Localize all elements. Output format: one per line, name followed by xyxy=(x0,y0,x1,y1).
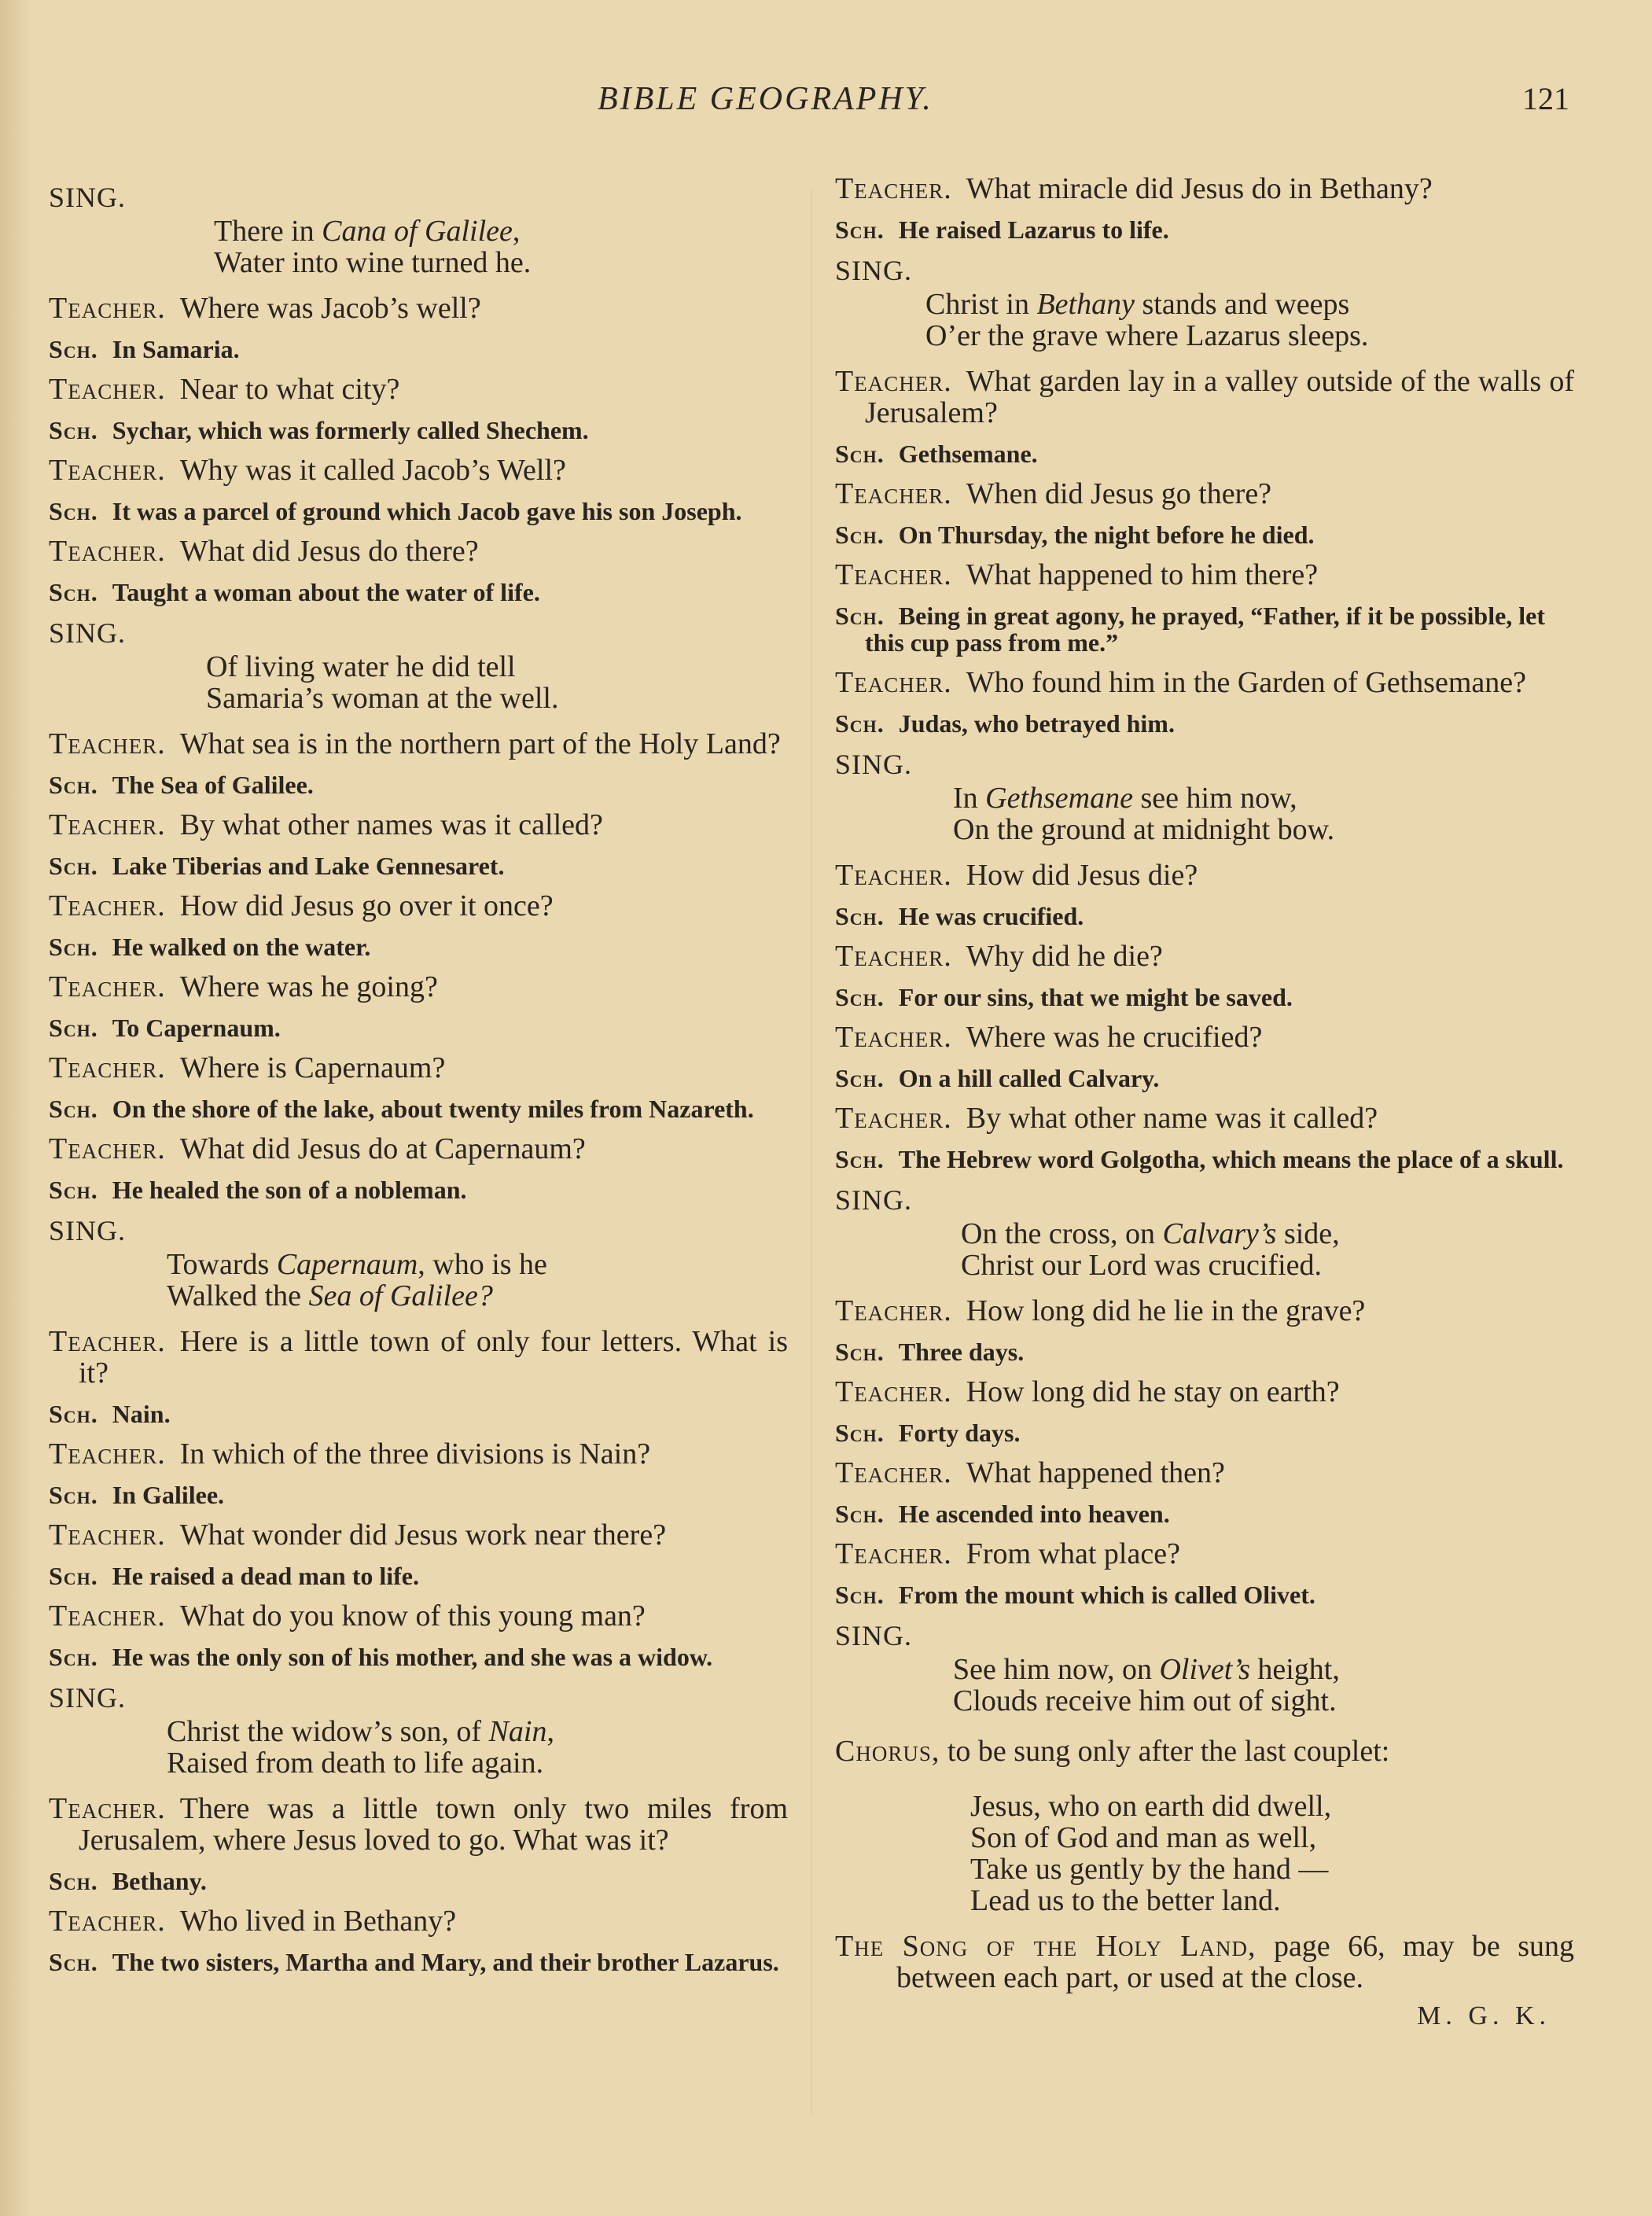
scholar-answer xyxy=(49,498,788,525)
place-name: Bethany xyxy=(1036,288,1135,321)
answer-text: Lake Tiberias and Lake Gennesaret. xyxy=(112,852,505,880)
teacher-label: Teacher. xyxy=(49,373,166,406)
scholar-label: Sch. xyxy=(49,416,98,444)
teacher-label: Teacher. xyxy=(835,172,952,205)
scholar-answer xyxy=(835,440,1574,467)
place-name: Nain xyxy=(488,1715,547,1748)
teacher-label: Teacher. xyxy=(49,1599,166,1633)
scholar-answer xyxy=(835,1581,1574,1608)
question-text: There was a little town only two miles from Jerusalem, where Jesus loved to go. What was it? xyxy=(79,1792,788,1857)
chorus-line: Take us gently by the hand — xyxy=(970,1853,1329,1886)
scholar-answer xyxy=(835,602,1574,656)
verse-text: There in xyxy=(214,215,322,248)
teacher-question xyxy=(49,1793,788,1856)
scholar-answer xyxy=(835,1500,1574,1527)
song-title: The Song of the Holy Land, xyxy=(835,1930,1256,1963)
sing-verse xyxy=(835,289,1574,352)
verse-text: Of living water he did tell xyxy=(206,650,516,683)
question-text: What happened to him there? xyxy=(966,558,1319,591)
question-text: What did Jesus do at Capernaum? xyxy=(179,1132,586,1165)
scholar-answer xyxy=(49,1868,788,1894)
verse-line xyxy=(214,247,788,278)
teacher-question xyxy=(49,1052,788,1084)
teacher-question xyxy=(49,1133,788,1165)
scholar-label: Sch. xyxy=(835,709,885,738)
verse-text: stands and weeps xyxy=(1134,288,1350,321)
answer-text: Gethsemane. xyxy=(898,440,1038,468)
answer-text: Nain. xyxy=(112,1400,171,1428)
verse-line xyxy=(953,814,1574,845)
answer-text: Taught a woman about the water of life. xyxy=(112,578,540,606)
scholar-answer xyxy=(49,852,788,879)
answer-text: From the mount which is called Olivet. xyxy=(898,1581,1315,1609)
teacher-label: Teacher. xyxy=(49,1325,166,1358)
place-name: Capernaum xyxy=(276,1248,418,1281)
question-text: What wonder did Jesus work near there? xyxy=(179,1518,667,1552)
teacher-question xyxy=(49,1600,788,1632)
teacher-label: Teacher. xyxy=(49,727,166,760)
scholar-label: Sch. xyxy=(835,1338,885,1366)
question-text: How did Jesus die? xyxy=(966,859,1198,892)
teacher-question xyxy=(49,293,788,324)
scholar-answer xyxy=(835,521,1574,548)
verse-text: Christ the widow’s son, of xyxy=(167,1715,489,1748)
question-text: What garden lay in a valley outside of the walls of Jerusalem? xyxy=(865,365,1574,429)
verse-line xyxy=(206,651,788,683)
scholar-label: Sch. xyxy=(835,1500,885,1528)
teacher-label: Teacher. xyxy=(835,477,952,510)
teacher-label: Teacher. xyxy=(835,1294,952,1327)
scholar-answer xyxy=(49,1482,788,1508)
teacher-question xyxy=(835,1021,1574,1053)
answer-text: In Galilee. xyxy=(112,1481,225,1509)
teacher-question xyxy=(49,1326,788,1389)
scholar-answer xyxy=(835,903,1574,929)
verse-text: Christ in xyxy=(925,288,1037,321)
question-text: From what place? xyxy=(966,1537,1180,1570)
scholar-label: Sch. xyxy=(835,902,885,930)
teacher-question xyxy=(49,1519,788,1551)
question-text: What sea is in the northern part of the Holy Land? xyxy=(179,727,781,760)
teacher-label: Teacher. xyxy=(835,1102,952,1135)
sing-heading: SING. xyxy=(835,255,913,286)
scholar-label: Sch. xyxy=(49,1867,98,1895)
chorus-verse xyxy=(835,1791,1574,1916)
question-text: Where was Jacob’s well? xyxy=(179,292,481,325)
question-text: Where was he crucified? xyxy=(966,1021,1263,1054)
verse-text: Samaria’s woman at the well. xyxy=(206,682,559,715)
answer-text: He was the only son of his mother, and she was a widow. xyxy=(112,1643,713,1671)
answer-text: The Hebrew word Golgotha, which means the place of a skull. xyxy=(898,1145,1564,1173)
verse-text: , xyxy=(512,215,521,248)
verse-line xyxy=(925,289,1574,320)
answer-text: In Samaria. xyxy=(112,335,240,363)
scholar-label: Sch. xyxy=(835,602,885,630)
teacher-question xyxy=(835,478,1574,510)
verse-text: On the ground at midnight bow. xyxy=(953,813,1335,846)
question-text: What miracle did Jesus do in Bethany? xyxy=(966,172,1433,205)
teacher-label: Teacher. xyxy=(835,1375,952,1408)
teacher-question xyxy=(835,173,1574,204)
verse-line xyxy=(167,1280,788,1312)
question-text: In which of the three divisions is Nain? xyxy=(179,1437,651,1471)
verse-text: O’er the grave where Lazarus sleeps. xyxy=(925,319,1369,352)
teacher-label: Teacher. xyxy=(49,808,166,841)
scholar-answer xyxy=(49,771,788,798)
teacher-label: Teacher. xyxy=(835,365,952,398)
scholar-answer xyxy=(49,1014,788,1041)
scholar-label: Sch. xyxy=(49,335,98,363)
answer-text: He healed the son of a nobleman. xyxy=(112,1176,467,1204)
answer-text: For our sins, that we might be saved. xyxy=(898,983,1293,1011)
teacher-label: Teacher. xyxy=(835,940,952,973)
verse-text: side, xyxy=(1276,1217,1340,1250)
chorus-line: Son of God and man as well, xyxy=(970,1821,1317,1854)
verse-text: On the cross, on xyxy=(961,1217,1163,1250)
teacher-label: Teacher. xyxy=(49,1437,166,1471)
teacher-label: Teacher. xyxy=(49,1132,166,1165)
sing-verse xyxy=(49,1716,788,1779)
verse-text: Raised from death to life again. xyxy=(167,1747,544,1780)
scholar-label: Sch. xyxy=(49,1643,98,1671)
chorus-label: Chorus, xyxy=(835,1735,940,1768)
scholar-answer xyxy=(835,1338,1574,1365)
sing-heading: SING. xyxy=(49,617,127,649)
teacher-label: Teacher. xyxy=(49,889,166,922)
scholar-answer xyxy=(835,216,1574,243)
verse-text: Christ our Lord was crucified. xyxy=(961,1249,1323,1282)
question-text: What do you know of this young man? xyxy=(179,1599,646,1633)
scholar-answer xyxy=(49,1176,788,1203)
teacher-label: Teacher. xyxy=(835,1537,952,1570)
verse-line xyxy=(167,1747,788,1779)
page-number: 121 xyxy=(1522,81,1569,116)
question-text: What did Jesus do there? xyxy=(179,535,479,568)
teacher-question xyxy=(49,890,788,922)
scholar-label: Sch. xyxy=(49,852,98,880)
teacher-question xyxy=(49,374,788,405)
question-text: Why was it called Jacob’s Well? xyxy=(179,454,566,487)
scholar-label: Sch. xyxy=(49,1014,98,1042)
scholar-label: Sch. xyxy=(49,578,98,606)
answer-text: He walked on the water. xyxy=(112,933,371,961)
teacher-question xyxy=(49,455,788,486)
song-note-text: page 66, may be sung between each part, or used at the close. xyxy=(896,1930,1575,1994)
scholar-answer xyxy=(49,1095,788,1122)
place-name: Calvary’s xyxy=(1162,1217,1277,1250)
scholar-answer xyxy=(49,1563,788,1589)
scholar-answer xyxy=(835,1146,1574,1172)
answer-text: He raised a dead man to life. xyxy=(112,1562,419,1590)
question-text: What happened then? xyxy=(966,1456,1225,1489)
answer-text: He raised Lazarus to life. xyxy=(898,215,1169,244)
sing-verse xyxy=(835,782,1574,845)
question-text: How long did he lie in the grave? xyxy=(966,1294,1366,1327)
sing-verse xyxy=(49,215,788,278)
scholar-answer xyxy=(835,1419,1574,1446)
right-column xyxy=(835,173,1574,2031)
answer-text: The Sea of Galilee. xyxy=(112,771,314,799)
teacher-question xyxy=(835,860,1574,891)
answer-text: It was a parcel of ground which Jacob gave his son Joseph. xyxy=(112,497,742,525)
question-text: Why did he die? xyxy=(966,940,1163,973)
scholar-label: Sch. xyxy=(835,1145,885,1173)
teacher-label: Teacher. xyxy=(835,558,952,591)
scholar-answer xyxy=(49,336,788,363)
scholar-answer xyxy=(49,579,788,606)
teacher-question xyxy=(835,559,1574,591)
teacher-label: Teacher. xyxy=(49,292,166,325)
answer-text: He was crucified. xyxy=(898,902,1084,930)
scholar-label: Sch. xyxy=(835,1064,885,1092)
verse-line xyxy=(953,1685,1574,1717)
teacher-question xyxy=(835,667,1574,698)
scholar-label: Sch. xyxy=(49,1095,98,1123)
question-text: How did Jesus go over it once? xyxy=(179,889,554,922)
scholar-answer xyxy=(835,710,1574,737)
scholar-answer xyxy=(49,1949,788,1975)
scholar-answer xyxy=(835,984,1574,1010)
teacher-label: Teacher. xyxy=(49,1051,166,1084)
scholar-answer xyxy=(49,417,788,444)
teacher-label: Teacher. xyxy=(835,1456,952,1489)
teacher-label: Teacher. xyxy=(835,859,952,892)
teacher-question xyxy=(49,1905,788,1937)
question-text: Who lived in Bethany? xyxy=(179,1905,457,1938)
scholar-label: Sch. xyxy=(49,771,98,799)
sing-verse xyxy=(49,651,788,714)
verse-text: , xyxy=(546,1715,554,1748)
verse-line xyxy=(214,215,788,247)
scholar-label: Sch. xyxy=(49,1176,98,1204)
teacher-label: Teacher. xyxy=(835,666,952,699)
sing-heading: SING. xyxy=(835,1184,913,1216)
verse-text: Water into wine turned he. xyxy=(214,246,532,279)
teacher-question xyxy=(49,971,788,1003)
scholar-label: Sch. xyxy=(49,933,98,961)
question-text: Here is a little town of only four letters. What is it? xyxy=(79,1325,788,1390)
author-initials: M. G. K. xyxy=(1417,2001,1551,2030)
page-header xyxy=(0,80,1652,127)
verse-text: In xyxy=(953,782,986,815)
answer-text: To Capernaum. xyxy=(112,1014,281,1042)
teacher-label: Teacher. xyxy=(835,1021,952,1054)
scholar-label: Sch. xyxy=(835,215,885,244)
scholar-label: Sch. xyxy=(835,1419,885,1447)
teacher-question xyxy=(835,366,1574,429)
left-column xyxy=(49,173,788,1986)
answer-text: Bethany. xyxy=(112,1867,207,1895)
sing-heading: SING. xyxy=(835,1620,913,1651)
answer-text: On Thursday, the night before he died. xyxy=(898,521,1315,549)
scholar-label: Sch. xyxy=(49,1562,98,1590)
answer-text: Forty days. xyxy=(898,1419,1021,1447)
sing-heading: SING. xyxy=(49,1682,127,1714)
question-text: Near to what city? xyxy=(179,373,400,406)
chorus-instruction: to be sung only after the last couplet: xyxy=(947,1735,1390,1768)
teacher-question xyxy=(835,1295,1574,1327)
question-text: Who found him in the Garden of Gethsemane? xyxy=(966,666,1526,699)
scholar-answer xyxy=(835,1065,1574,1091)
sing-verse xyxy=(49,1249,788,1312)
question-text: Where is Capernaum? xyxy=(179,1051,446,1084)
answer-text: Sychar, which was formerly called Shechem. xyxy=(112,416,589,444)
sing-verse xyxy=(835,1218,1574,1281)
verse-text: Towards xyxy=(167,1248,277,1281)
verse-text: , who is he xyxy=(418,1248,547,1281)
teacher-question xyxy=(835,1376,1574,1408)
teacher-label: Teacher. xyxy=(49,1905,166,1938)
answer-text: Three days. xyxy=(898,1338,1025,1366)
teacher-question xyxy=(49,1438,788,1470)
teacher-question xyxy=(835,1457,1574,1489)
answer-text: On the shore of the lake, about twenty miles from Nazareth. xyxy=(112,1095,754,1123)
verse-line xyxy=(953,782,1574,814)
chorus-heading xyxy=(835,1736,1574,1767)
running-title: BIBLE GEOGRAPHY. xyxy=(598,81,933,117)
teacher-question xyxy=(835,1102,1574,1134)
sing-heading: SING. xyxy=(835,749,913,780)
place-name: Sea of Galilee? xyxy=(308,1279,493,1312)
scholar-label: Sch. xyxy=(835,440,885,468)
verse-line xyxy=(961,1218,1574,1250)
teacher-question xyxy=(49,728,788,760)
verse-text: Walked the xyxy=(167,1279,309,1312)
chorus-line: Lead us to the better land. xyxy=(970,1884,1281,1917)
teacher-question xyxy=(835,941,1574,972)
question-text: By what other names was it called? xyxy=(179,808,603,841)
question-text: Where was he going? xyxy=(179,970,438,1003)
column-divider xyxy=(811,189,812,2115)
teacher-question xyxy=(49,809,788,841)
verse-text: see him now, xyxy=(1133,782,1297,815)
teacher-label: Teacher. xyxy=(49,535,166,568)
scholar-answer xyxy=(49,933,788,960)
answer-text: On a hill called Calvary. xyxy=(898,1064,1160,1092)
scholar-label: Sch. xyxy=(49,1948,98,1976)
teacher-question xyxy=(835,1538,1574,1570)
right-column-dialogue xyxy=(835,173,1574,1717)
answer-text: The two sisters, Martha and Mary, and their brother Lazarus. xyxy=(112,1948,779,1976)
teacher-label: Teacher. xyxy=(49,454,166,487)
place-name: Gethsemane xyxy=(985,782,1133,815)
sing-verse xyxy=(835,1654,1574,1717)
teacher-label: Teacher. xyxy=(49,1792,166,1825)
scholar-label: Sch. xyxy=(49,497,98,525)
scholar-label: Sch. xyxy=(835,983,885,1011)
chorus-line: Jesus, who on earth did dwell, xyxy=(970,1790,1332,1823)
verse-line xyxy=(167,1716,788,1747)
scholar-label: Sch. xyxy=(49,1481,98,1509)
song-note xyxy=(835,1931,1574,1993)
verse-text: Clouds receive him out of sight. xyxy=(953,1684,1337,1717)
page-edge-shadow xyxy=(0,0,31,2216)
sing-heading: SING. xyxy=(49,182,127,213)
scholar-answer xyxy=(49,1644,788,1670)
answer-text: Judas, who betrayed him. xyxy=(898,709,1175,738)
answer-text: Being in great agony, he prayed, “Father, if it be possible, let this cup pass from me.” xyxy=(865,602,1546,657)
verse-text: height, xyxy=(1249,1653,1340,1686)
scholar-label: Sch. xyxy=(835,521,885,549)
scholar-label: Sch. xyxy=(49,1400,98,1428)
scholar-answer xyxy=(49,1401,788,1427)
question-text: When did Jesus go there? xyxy=(966,477,1272,510)
teacher-label: Teacher. xyxy=(49,1518,166,1552)
scholar-label: Sch. xyxy=(835,1581,885,1609)
verse-text: See him now, on xyxy=(953,1653,1160,1686)
answer-text: He ascended into heaven. xyxy=(898,1500,1170,1528)
verse-line xyxy=(953,1654,1574,1685)
verse-line xyxy=(167,1249,788,1280)
teacher-label: Teacher. xyxy=(49,970,166,1003)
question-text: How long did he stay on earth? xyxy=(966,1375,1340,1408)
verse-line xyxy=(961,1250,1574,1281)
verse-line xyxy=(206,683,788,714)
place-name: Cana of Galilee xyxy=(322,215,513,248)
question-text: By what other name was it called? xyxy=(966,1102,1378,1135)
teacher-question xyxy=(49,536,788,567)
verse-line xyxy=(925,320,1574,352)
place-name: Olivet’s xyxy=(1159,1653,1250,1686)
sing-heading: SING. xyxy=(49,1215,127,1246)
